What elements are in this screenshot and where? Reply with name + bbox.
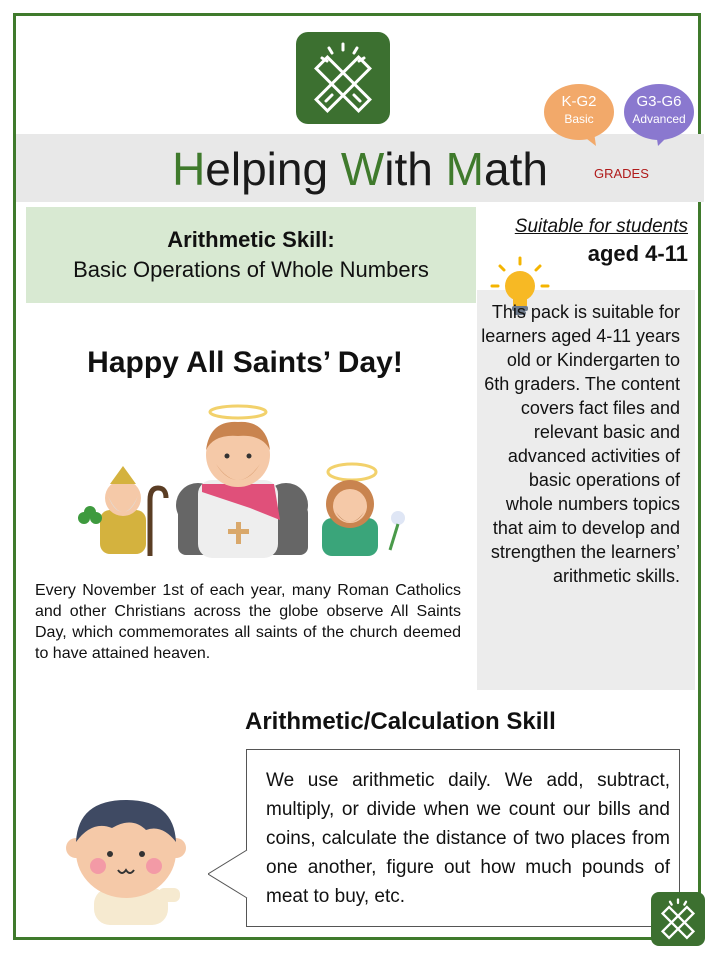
greeting-heading: Happy All Saints’ Day! bbox=[87, 346, 403, 379]
grade-basic-range: K-G2 bbox=[561, 93, 597, 110]
pencil-ruler-logo-icon bbox=[296, 32, 390, 124]
grade-basic-level: Basic bbox=[564, 112, 594, 126]
grade-advanced-range: G3-G6 bbox=[636, 93, 682, 110]
grade-basic-tail bbox=[578, 132, 598, 148]
title-letter-w: W bbox=[340, 143, 385, 195]
intro-paragraph: Every November 1st of each year, many Roman Catholics and other Christians across the globe observe All Saints Day, which commemorates all saints of the church deemed to have attained heaven. bbox=[35, 582, 461, 662]
description-text: This pack is suitable for learners aged 4-11 years old or Kindergarten to 6th graders. The content covers fact files and relevant basic and advanced activities of basic operations of whole numbers topics that aim to develop and strengthen the learners’ arithmetic skills. bbox=[481, 302, 680, 586]
calc-section-heading: Arithmetic/Calculation Skill bbox=[245, 708, 556, 735]
grades-label: GRADES bbox=[594, 166, 649, 181]
title-part-ith: ith bbox=[384, 143, 446, 195]
suitable-line-2: aged 4-11 bbox=[587, 241, 688, 266]
skill-subheading: Basic Operations of Whole Numbers bbox=[73, 257, 429, 282]
suitable-line-1: Suitable for students bbox=[514, 216, 688, 237]
skill-heading: Arithmetic Skill: bbox=[167, 227, 335, 252]
title-part-elping: elping bbox=[205, 143, 341, 195]
grade-advanced-level: Advanced bbox=[632, 112, 686, 126]
title-letter-h: H bbox=[172, 143, 206, 195]
calc-section-text: We use arithmetic daily. We add, subtract, multiply, or divide when we count our bills and coins, calculate the distance of two places from one another, figure out how much pounds of meat to buy, etc. bbox=[266, 770, 670, 907]
boy-illustration bbox=[62, 790, 192, 925]
speech-tail bbox=[208, 850, 248, 900]
title-letter-m: M bbox=[445, 143, 484, 195]
title-part-ath: ath bbox=[483, 143, 548, 195]
grade-advanced-tail bbox=[654, 132, 674, 148]
skill-box bbox=[26, 207, 476, 303]
pencil-ruler-logo-small-icon bbox=[651, 892, 705, 946]
saints-illustration bbox=[70, 400, 420, 560]
